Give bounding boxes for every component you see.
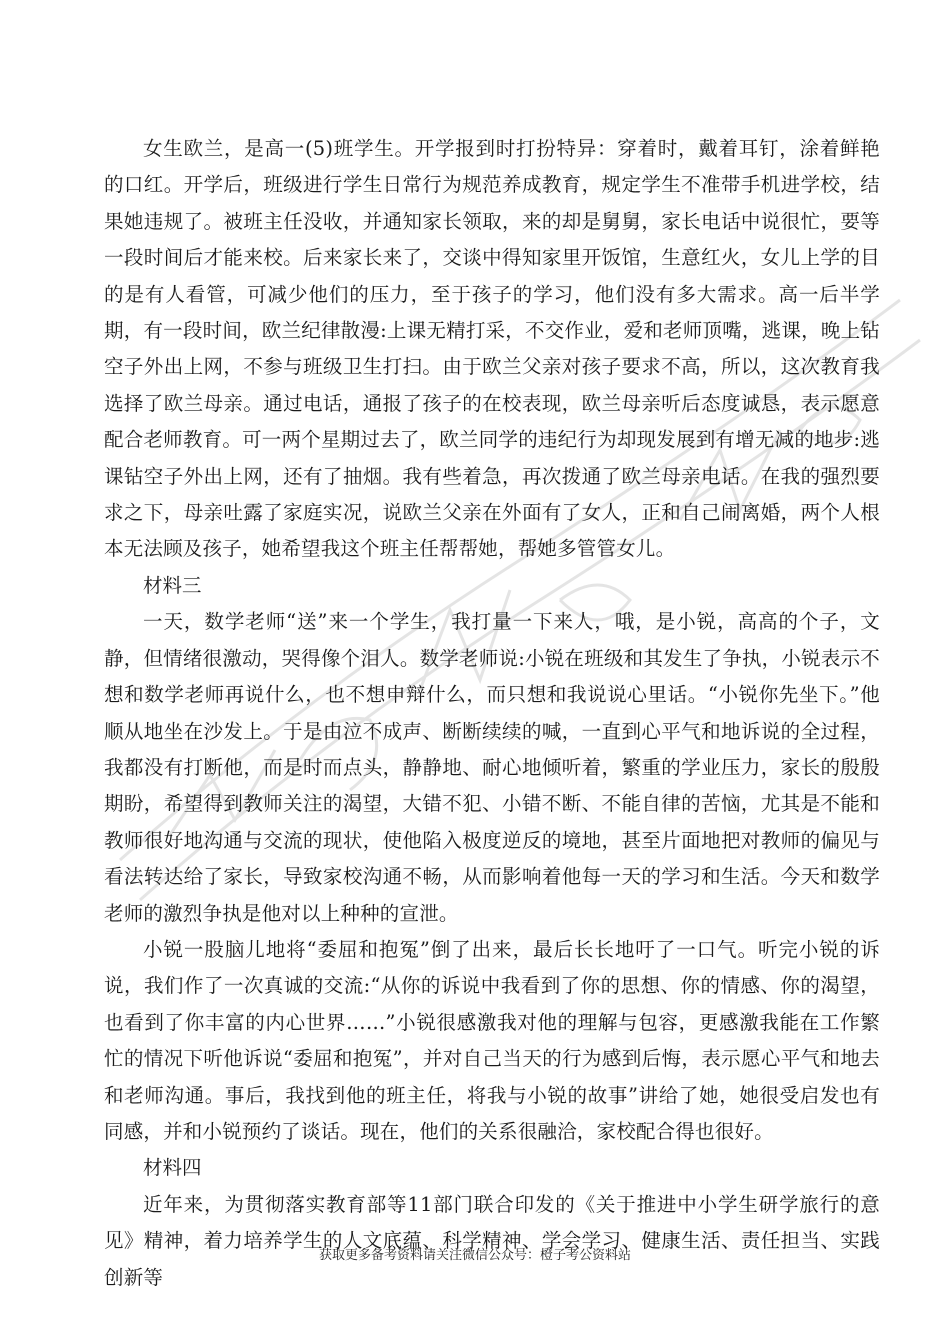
paragraph-ou-lan: 女生欧兰，是高一(5)班学生。开学报到时打扮特异：穿着时，戴着耳钉，涂着鲜艳的口红。开学后，班级进行学生日常行为规范养成教育，规定学生不准带手机进学校，结果她违规了。被班主任没收，并通知家长领取，来的却是舅舅，家长电话中说很忙，要等一段时间后才能来校。后来家长来了，交谈中得知家里开饭馆，生意红火，女儿上学的目的是有人看管，可减少他们的压力，至于孩子的学习，他们没有多大需求。高一后半学期，有一段时间，欧兰纪律散漫:上课无精打采，不交作业，爱和老师顶嘴，逃课，晚上钻空子外出上网，不参与班级卫生打扫。由于欧兰父亲对孩子要求不高，所以，这次教育我选择了欧兰母亲。通过电话，通报了孩子的在校表现，欧兰母亲听后态度诚恳，表示愿意配合老师教育。可一两个星期过去了，欧兰同学的违纪行为却现发展到有增无减的地步:逃课钻空子外出上网，还有了抽烟。我有些着急，再次拨通了欧兰母亲电话。在我的强烈要求之下，母亲吐露了家庭实况，说欧兰父亲在外面有了女人，正和自己闹离婚，两个人根本无法顾及孩子，她希望我这个班主任帮帮她，帮她多管管女儿。: [104, 137, 880, 561]
paragraph-study-tour: 近年来，为贯彻落实教育部等11部门联合印发的《关于推进中小学生研学旅行的意见》精神，着力培养学生的人文底蕴、科学精神、学会学习、健康生活、责任担当、实践创新等: [104, 1192, 880, 1289]
footer-note: 获取更多备考资料请关注微信公众号：橙子考公资料站: [318, 1248, 631, 1263]
document-body: [104, 131, 880, 1296]
heading-material-three: 材料三: [143, 573, 202, 597]
heading-material-four: 材料四: [143, 1156, 202, 1180]
paragraph-xiao-rui: 一天，数学老师“送”来一个学生，我打量一下来人，哦，是小锐，高高的个子，文静，但情绪很激动，哭得像个泪人。数学老师说:小锐在班级和其发生了争执，小锐表示不想和数学老师再说什么，也不想申辩什么，而只想和我说说心里话。“小锐你先坐下。”他顺从地坐在沙发上。于是由泣不成声、断断续续的喊，一直到心平气和地诉说的全过程，我都没有打断他，而是时而点头，静静地、耐心地倾听着，繁重的学业压力，家长的殷殷期盼，希望得到教师关注的渴望，大错不犯、小错不断、不能自律的苦恼，尤其是不能和教师很好地沟通与交流的现状，使他陷入极度逆反的境地，甚至片面地把对教师的偏见与看法转达给了家长，导致家校沟通不畅，从而影响着他每一天的学习和生活。今天和数学老师的激烈争执是他对以上种种的宣泄。: [104, 610, 880, 925]
paragraph-xiao-rui-followup: 小锐一股脑儿地将“委屈和抱冤”倒了出来，最后长长地吁了一口气。听完小锐的诉说，我们作了一次真诚的交流:“从你的诉说中我看到了你的思想、你的情感、你的渴望，也看到了你丰富的内心世界……”小锐很感激我对他的理解与包容，更感激我能在工作繁忙的情况下听他诉说“委屈和抱冤”，并对自己当天的行为感到后悔，表示愿心平气和地去和老师沟通。事后，我找到他的班主任，将我与小锐的故事”讲给了她，她很受启发也有同感，并和小锐预约了谈话。现在，他们的关系很融洽，家校配合得也很好。: [104, 937, 880, 1143]
